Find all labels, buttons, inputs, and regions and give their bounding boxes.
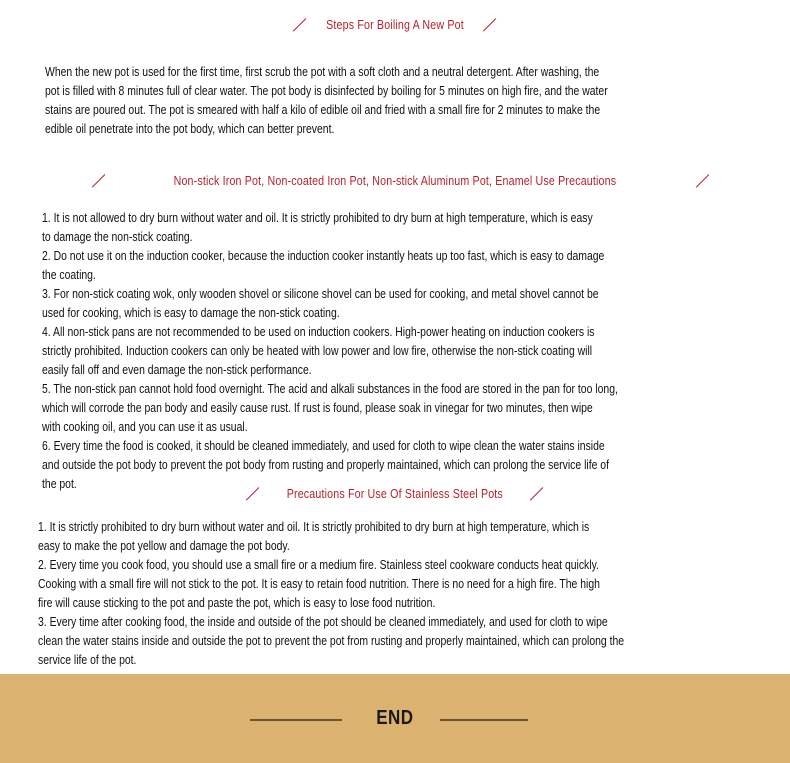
text-line: pot is filled with 8 minutes full of clear water. The pot body is disinfected by boiling for 5 minutes on high fire, and the water	[45, 83, 608, 98]
text-line: 1. It is strictly prohibited to dry burn without water and oil. It is strictly prohibited to dry burn at high temperature, which is	[38, 519, 590, 534]
text-line: to damage the non-stick coating.	[42, 229, 193, 244]
paragraph-non-stick	[42, 208, 771, 493]
slash-decoration-icon	[483, 17, 497, 33]
text-line: 4. All non-stick pans are not recommended to be used on induction cookers. High-power heating on induction cookers is	[42, 324, 595, 339]
slash-decoration-icon	[246, 486, 260, 502]
text-line: service life of the pot.	[38, 652, 137, 667]
section-heading-stainless	[0, 486, 790, 502]
end-label: END	[376, 707, 414, 729]
text-line: When the new pot is used for the first time, first scrub the pot with a soft cloth and a neutral detergent. After washing, the	[45, 64, 600, 79]
text-line: 3. For non-stick coating wok, only wooden shovel or silicone shovel can be used for cooking, and metal shovel cannot be	[42, 286, 599, 301]
paragraph-new-pot	[45, 62, 757, 138]
text-line: the pot.	[42, 476, 77, 491]
slash-decoration-icon	[530, 486, 544, 502]
text-line: and outside the pot body to prevent the pot body from rusting and properly maintained, which can prolong the service life of	[42, 457, 609, 472]
text-line: with cooking oil, and you can use it as usual.	[42, 419, 248, 434]
paragraph-stainless	[38, 517, 780, 669]
text-line: edible oil penetrate into the pot body, which can better prevent.	[45, 121, 335, 136]
slash-decoration-icon	[92, 173, 106, 189]
heading-text: Precautions For Use Of Stainless Steel Pots	[286, 486, 504, 501]
text-line: used for cooking, which is easy to damage the non-stick coating.	[42, 305, 340, 320]
section-heading-new-pot	[0, 17, 790, 33]
text-line: strictly prohibited. Induction cookers can only be heated with low power and low fire, otherwise the non-stick coating will	[42, 343, 593, 358]
slash-decoration-icon	[293, 17, 307, 33]
text-line: stains are poured out. The pot is smeared with half a kilo of edible oil and fried with a small fire for 2 minutes to make the	[45, 102, 601, 117]
text-line: the coating.	[42, 267, 96, 282]
footer-rule-right	[440, 719, 528, 721]
text-line: 3. Every time after cooking food, the inside and outside of the pot should be cleaned immediately, and used for cloth to wipe	[38, 614, 608, 629]
text-line: 2. Do not use it on the induction cooker, because the induction cooker instantly heats up too fast, which is easy to damage	[42, 248, 605, 263]
text-line: clean the water stains inside and outside the pot to prevent the pot from rusting and properly maintained, which can prolong the	[38, 633, 625, 648]
heading-text: Non-stick Iron Pot, Non-coated Iron Pot, Non-stick Aluminum Pot, Enamel Use Precautions	[173, 173, 617, 188]
text-line: fire will cause sticking to the pot and paste the pot, which is easy to lose food nutrition.	[38, 595, 436, 610]
slash-decoration-icon	[696, 173, 710, 189]
text-line: 2. Every time you cook food, you should use a small fire or a medium fire. Stainless steel cookware conducts heat quickly.	[38, 557, 599, 572]
text-line: 5. The non-stick pan cannot hold food overnight. The acid and alkali substances in the food are stored in the pan for too long,	[42, 381, 618, 396]
text-line: easily fall off and even damage the non-stick performance.	[42, 362, 312, 377]
heading-text: Steps For Boiling A New Pot	[326, 17, 464, 32]
text-line: which will corrode the pan body and easily cause rust. If rust is found, please soak in vinegar for two minutes, then wipe	[42, 400, 593, 415]
text-line: easy to make the pot yellow and damage the pot body.	[38, 538, 290, 553]
text-line: 6. Every time the food is cooked, it should be cleaned immediately, and used for cloth to wipe clean the water stains inside	[42, 438, 605, 453]
footer-band	[0, 674, 790, 763]
text-line: Cooking with a small fire will not stick to the pot. It is easy to retain food nutrition. There is no need for a high fire. The high	[38, 576, 600, 591]
section-heading-non-stick	[0, 173, 790, 189]
text-line: 1. It is not allowed to dry burn without water and oil. It is strictly prohibited to dry burn at high temperature, which is easy	[42, 210, 593, 225]
